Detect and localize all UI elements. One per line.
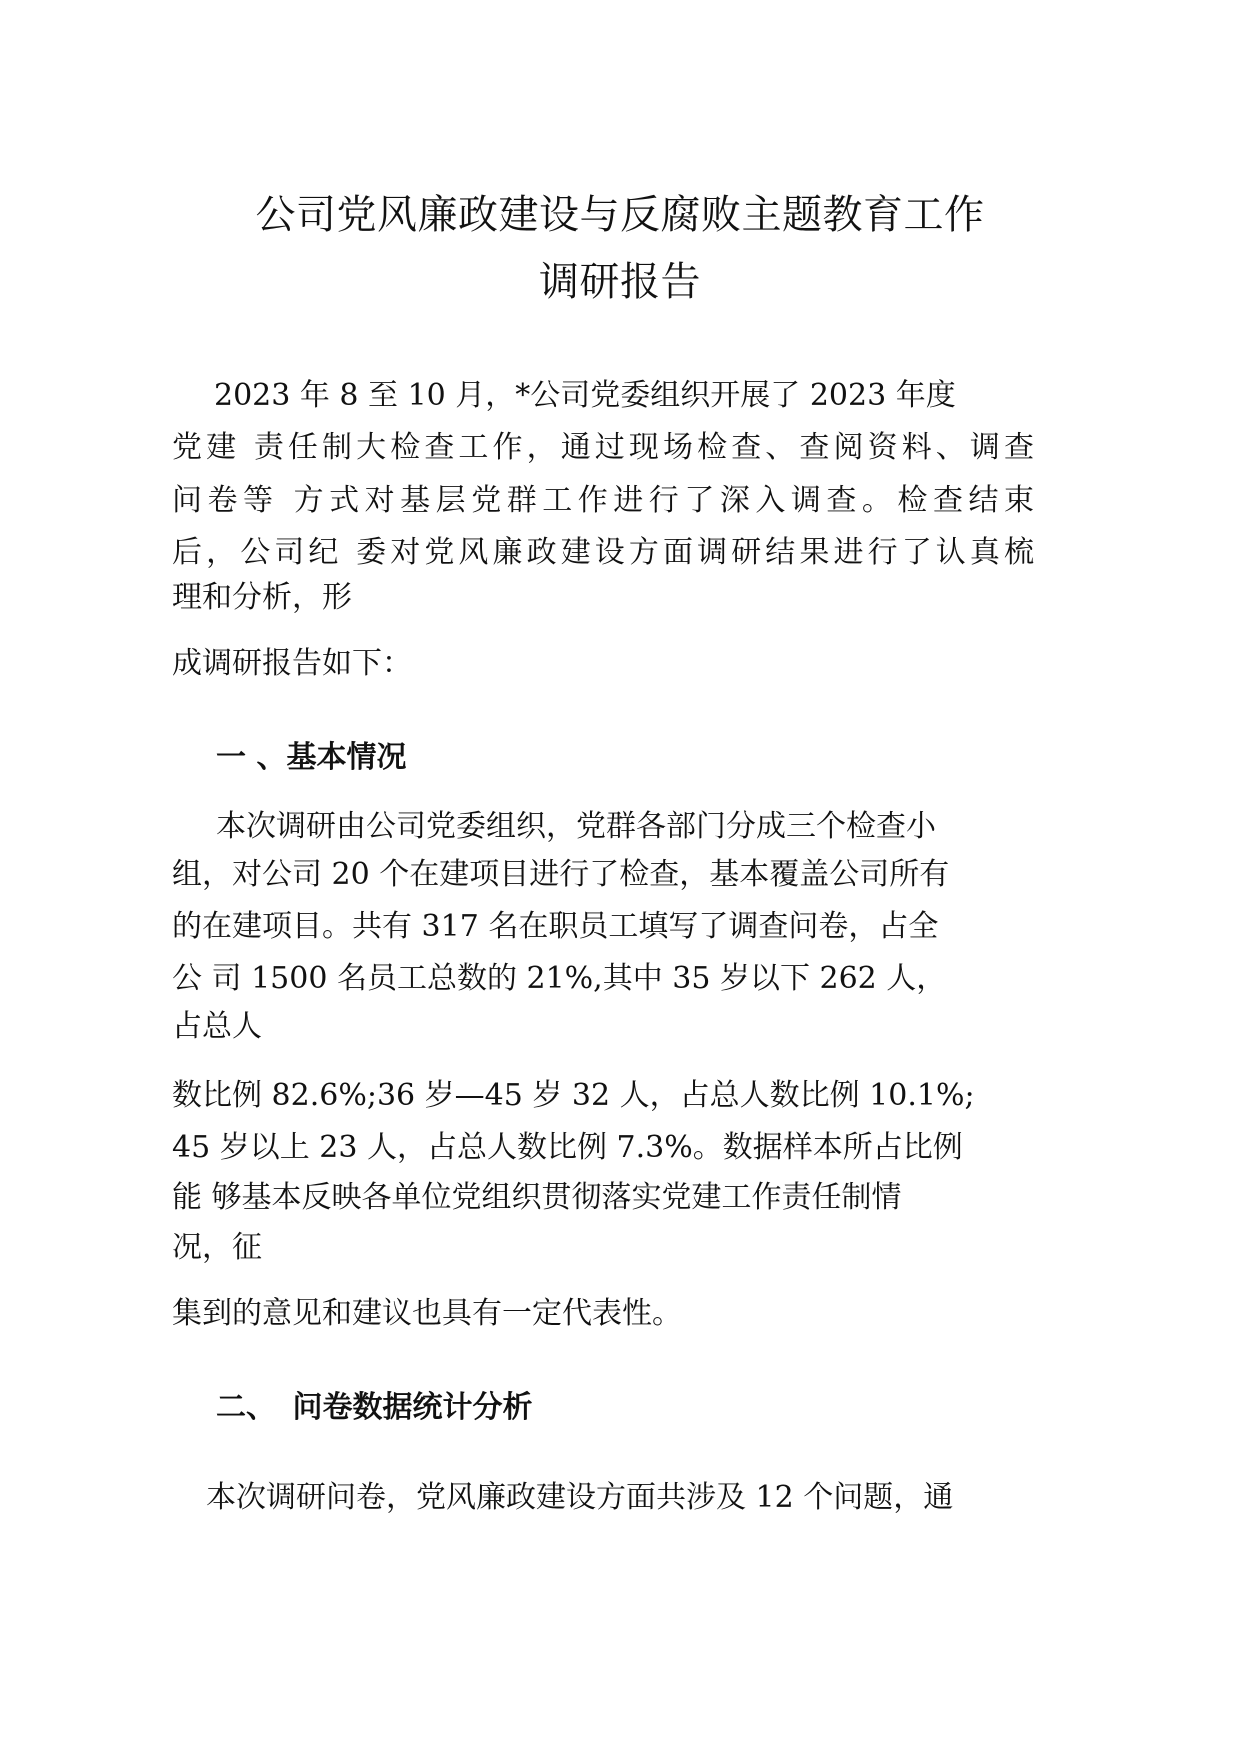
- section1-line-4: 公 司 1500 名员工总数的 21%,其中 35 岁以下 262 人，: [172, 961, 947, 996]
- section1-line-5: 占总人: [172, 1009, 262, 1044]
- section1-line-2: 组，对公司 20 个在建项目进行了检查，基本覆盖公司所有: [172, 857, 950, 892]
- intro-line-6: 成调研报告如下：: [172, 646, 412, 681]
- section-heading-basic-situation: 一 、基本情况: [216, 740, 407, 775]
- section1-line-3: 的在建项目。共有 317 名在职员工填写了调查问卷，占全: [172, 909, 939, 944]
- section1-line-10: 集到的意见和建议也具有一定代表性。: [172, 1296, 682, 1331]
- intro-line-4: 后，公司纪 委对党风廉政建设方面调研结果进行了认真梳: [172, 535, 1034, 570]
- section-heading-questionnaire-analysis: 二、 问卷数据统计分析: [216, 1390, 533, 1425]
- section2-line-1: 本次调研问卷，党风廉政建设方面共涉及 12 个问题，通: [206, 1480, 954, 1515]
- intro-line-3: 问卷等 方式对基层党群工作进行了深入调查。检查结束: [172, 483, 1034, 518]
- intro-line-5: 理和分析，形: [172, 580, 352, 615]
- intro-line-2: 党建 责任制大检查工作，通过现场检查、查阅资料、调查: [172, 430, 1034, 465]
- intro-line-1: 2023 年 8 至 10 月，*公司党委组织开展了 2023 年度: [214, 378, 956, 413]
- section1-line-7: 45 岁以上 23 人，占总人数比例 7.3%。数据样本所占比例: [172, 1130, 963, 1165]
- section1-line-1: 本次调研由公司党委组织，党群各部门分成三个检查小: [216, 809, 936, 844]
- section1-line-6: 数比例 82.6%;36 岁—45 岁 32 人，占总人数比例 10.1%;: [172, 1078, 975, 1113]
- document-title-line-1: 公司党风廉政建设与反腐败主题教育工作: [255, 192, 985, 238]
- section1-line-8: 能 够基本反映各单位党组织贯彻落实党建工作责任制情: [172, 1180, 902, 1215]
- document-title-line-2: 调研报告: [539, 259, 701, 305]
- section1-line-9: 况，征: [172, 1230, 262, 1265]
